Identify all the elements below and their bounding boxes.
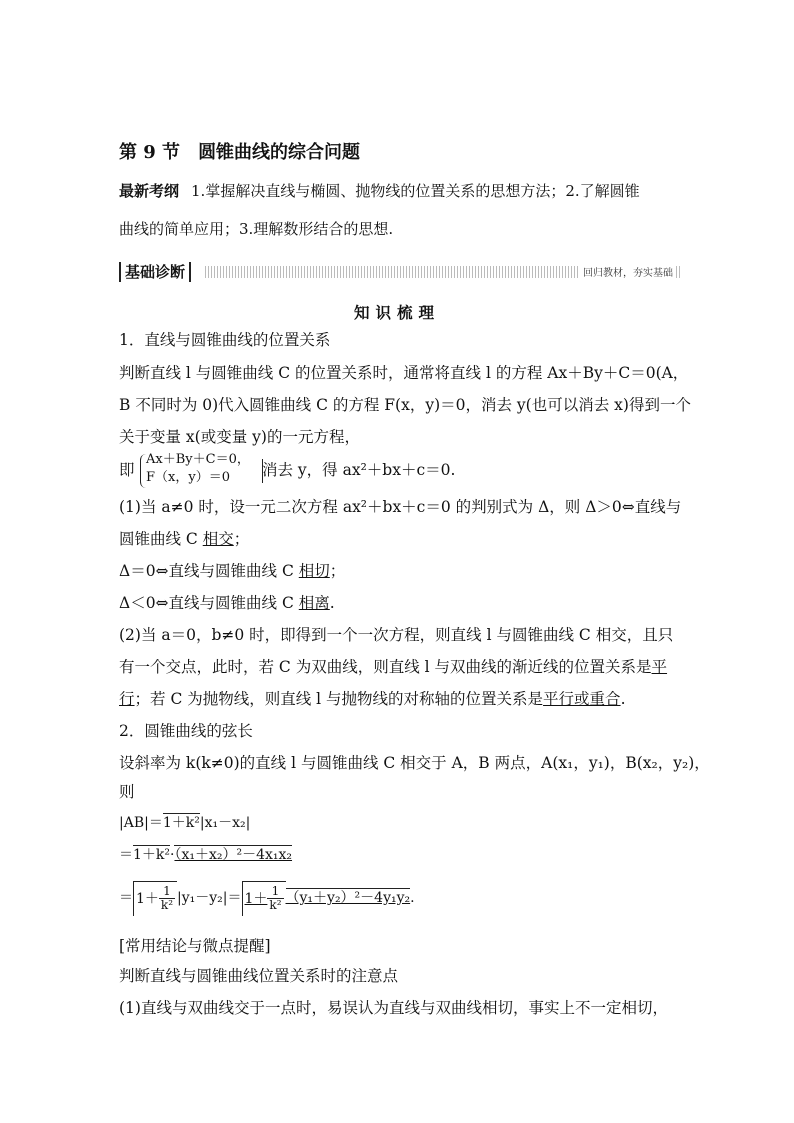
banner-tagline: 回归教材，夯实基础	[580, 264, 676, 279]
heading-1: 1．直线与圆锥曲线的位置关系	[119, 331, 331, 349]
section-banner	[119, 262, 682, 282]
text: Δ＝0⇔直线与圆锥曲线 C	[119, 562, 299, 580]
tips-subtitle: 判断直线与圆锥曲线位置关系时的注意点	[119, 967, 399, 985]
subheading: 知识梳理	[353, 303, 440, 322]
paragraph-line: 则	[119, 783, 135, 801]
text: |AB|＝	[119, 815, 163, 831]
system-prefix: 即	[119, 461, 135, 479]
answer-blank: 相切	[298, 562, 330, 580]
system-eq-2: F（x，y）＝0	[146, 470, 230, 485]
answer-blank: 平	[651, 658, 668, 676]
syllabus-line-1: 1.掌握解决直线与椭圆、抛物线的位置关系的思想方法；2.了解圆锥	[191, 182, 640, 200]
answer-blank: 相离	[298, 594, 330, 612]
banner-label: 基础诊断	[119, 262, 191, 282]
radical: （x₁＋x₂）²－4x₁x₂	[174, 847, 293, 863]
radical: 1＋k²	[162, 815, 200, 831]
text: |y₁－y₂|＝	[177, 890, 242, 906]
tips-title: [常用结论与微点提醒]	[119, 937, 271, 955]
text: ＝	[119, 847, 133, 863]
text: ；	[329, 562, 346, 580]
answer-blank: 相交	[202, 530, 234, 548]
paragraph-line	[119, 656, 667, 678]
text: .	[620, 690, 626, 708]
denominator: k²	[269, 898, 282, 912]
text: |x₁－x₂|	[199, 815, 251, 831]
paragraph-line: B 不同时为 0)代入圆锥曲线 C 的方程 F(x，y)＝0，消去 y(也可以消去 x)得到一个	[119, 396, 691, 414]
heading-2: 2．圆锥曲线的弦长	[119, 722, 253, 740]
text: 圆锥曲线 C	[119, 530, 203, 548]
text: .	[410, 890, 415, 906]
radical: 1＋k²	[133, 847, 171, 863]
paragraph-line	[119, 592, 335, 614]
section-number: 第 9 节	[119, 142, 181, 163]
formula-2	[119, 844, 292, 866]
text: 1＋	[244, 890, 268, 907]
text: ；若 C 为抛物线，则直线 l 与抛物线的对称轴的位置关系是	[134, 690, 544, 708]
formula-1	[119, 812, 250, 834]
formula-3	[119, 878, 415, 918]
text: Δ＜0⇔直线与圆锥曲线 C	[119, 594, 299, 612]
answer-blank: 行	[119, 690, 135, 708]
text: ·	[170, 847, 175, 863]
paragraph-line	[119, 560, 345, 582]
fraction	[267, 885, 283, 912]
section-heading: 圆锥曲线的综合问题	[198, 142, 361, 163]
radical	[242, 881, 286, 916]
text: .	[329, 594, 335, 612]
text: 1＋	[136, 890, 159, 907]
paragraph-line: 判断直线 l 与圆锥曲线 C 的位置关系时，通常将直线 l 的方程 Ax＋By＋C＝0(A，	[119, 364, 689, 382]
numerator: 1	[267, 885, 283, 899]
syllabus-line-2: 曲线的简单应用；3.理解数形结合的思想.	[119, 220, 394, 238]
answer-blank: 平行或重合	[543, 690, 621, 708]
system-suffix: 消去 y，得 ax²＋bx＋c＝0.	[262, 461, 456, 479]
system-eq-1: Ax＋By＋C＝0，	[146, 452, 250, 467]
paragraph-line: 关于变量 x(或变量 y)的一元方程，	[119, 428, 360, 446]
text: 有一个交点，此时，若 C 为双曲线，则直线 l 与双曲线的渐近线的位置关系是	[119, 658, 652, 676]
fraction	[159, 885, 175, 912]
radical	[133, 881, 177, 916]
syllabus-outline	[119, 180, 640, 202]
paragraph-line: 设斜率为 k(k≠0)的直线 l 与圆锥曲线 C 相交于 A，B 两点，A(x₁，y₁)，B(x₂，y₂)，	[119, 754, 710, 772]
text: ；	[233, 530, 250, 548]
paragraph-line: (2)当 a＝0，b≠0 时，即得到一个一次方程，则直线 l 与圆锥曲线 C 相交，且只	[119, 626, 674, 644]
paragraph-line: (1)当 a≠0 时，设一元二次方程 ax²＋bx＋c＝0 的判别式为 Δ，则 Δ＞0⇔直线与	[119, 498, 682, 516]
paragraph-line	[119, 528, 249, 550]
page-title	[119, 138, 360, 164]
radical: （y₁＋y₂）²－4y₁y₂	[285, 890, 411, 906]
paragraph-line	[119, 688, 626, 710]
tips-item: (1)直线与双曲线交于一点时，易误认为直线与双曲线相切，事实上不一定相切，	[119, 999, 668, 1017]
syllabus-label: 最新考纲	[119, 182, 180, 200]
text: ＝	[119, 890, 133, 906]
numerator: 1	[159, 885, 175, 899]
denominator: k²	[160, 898, 174, 912]
